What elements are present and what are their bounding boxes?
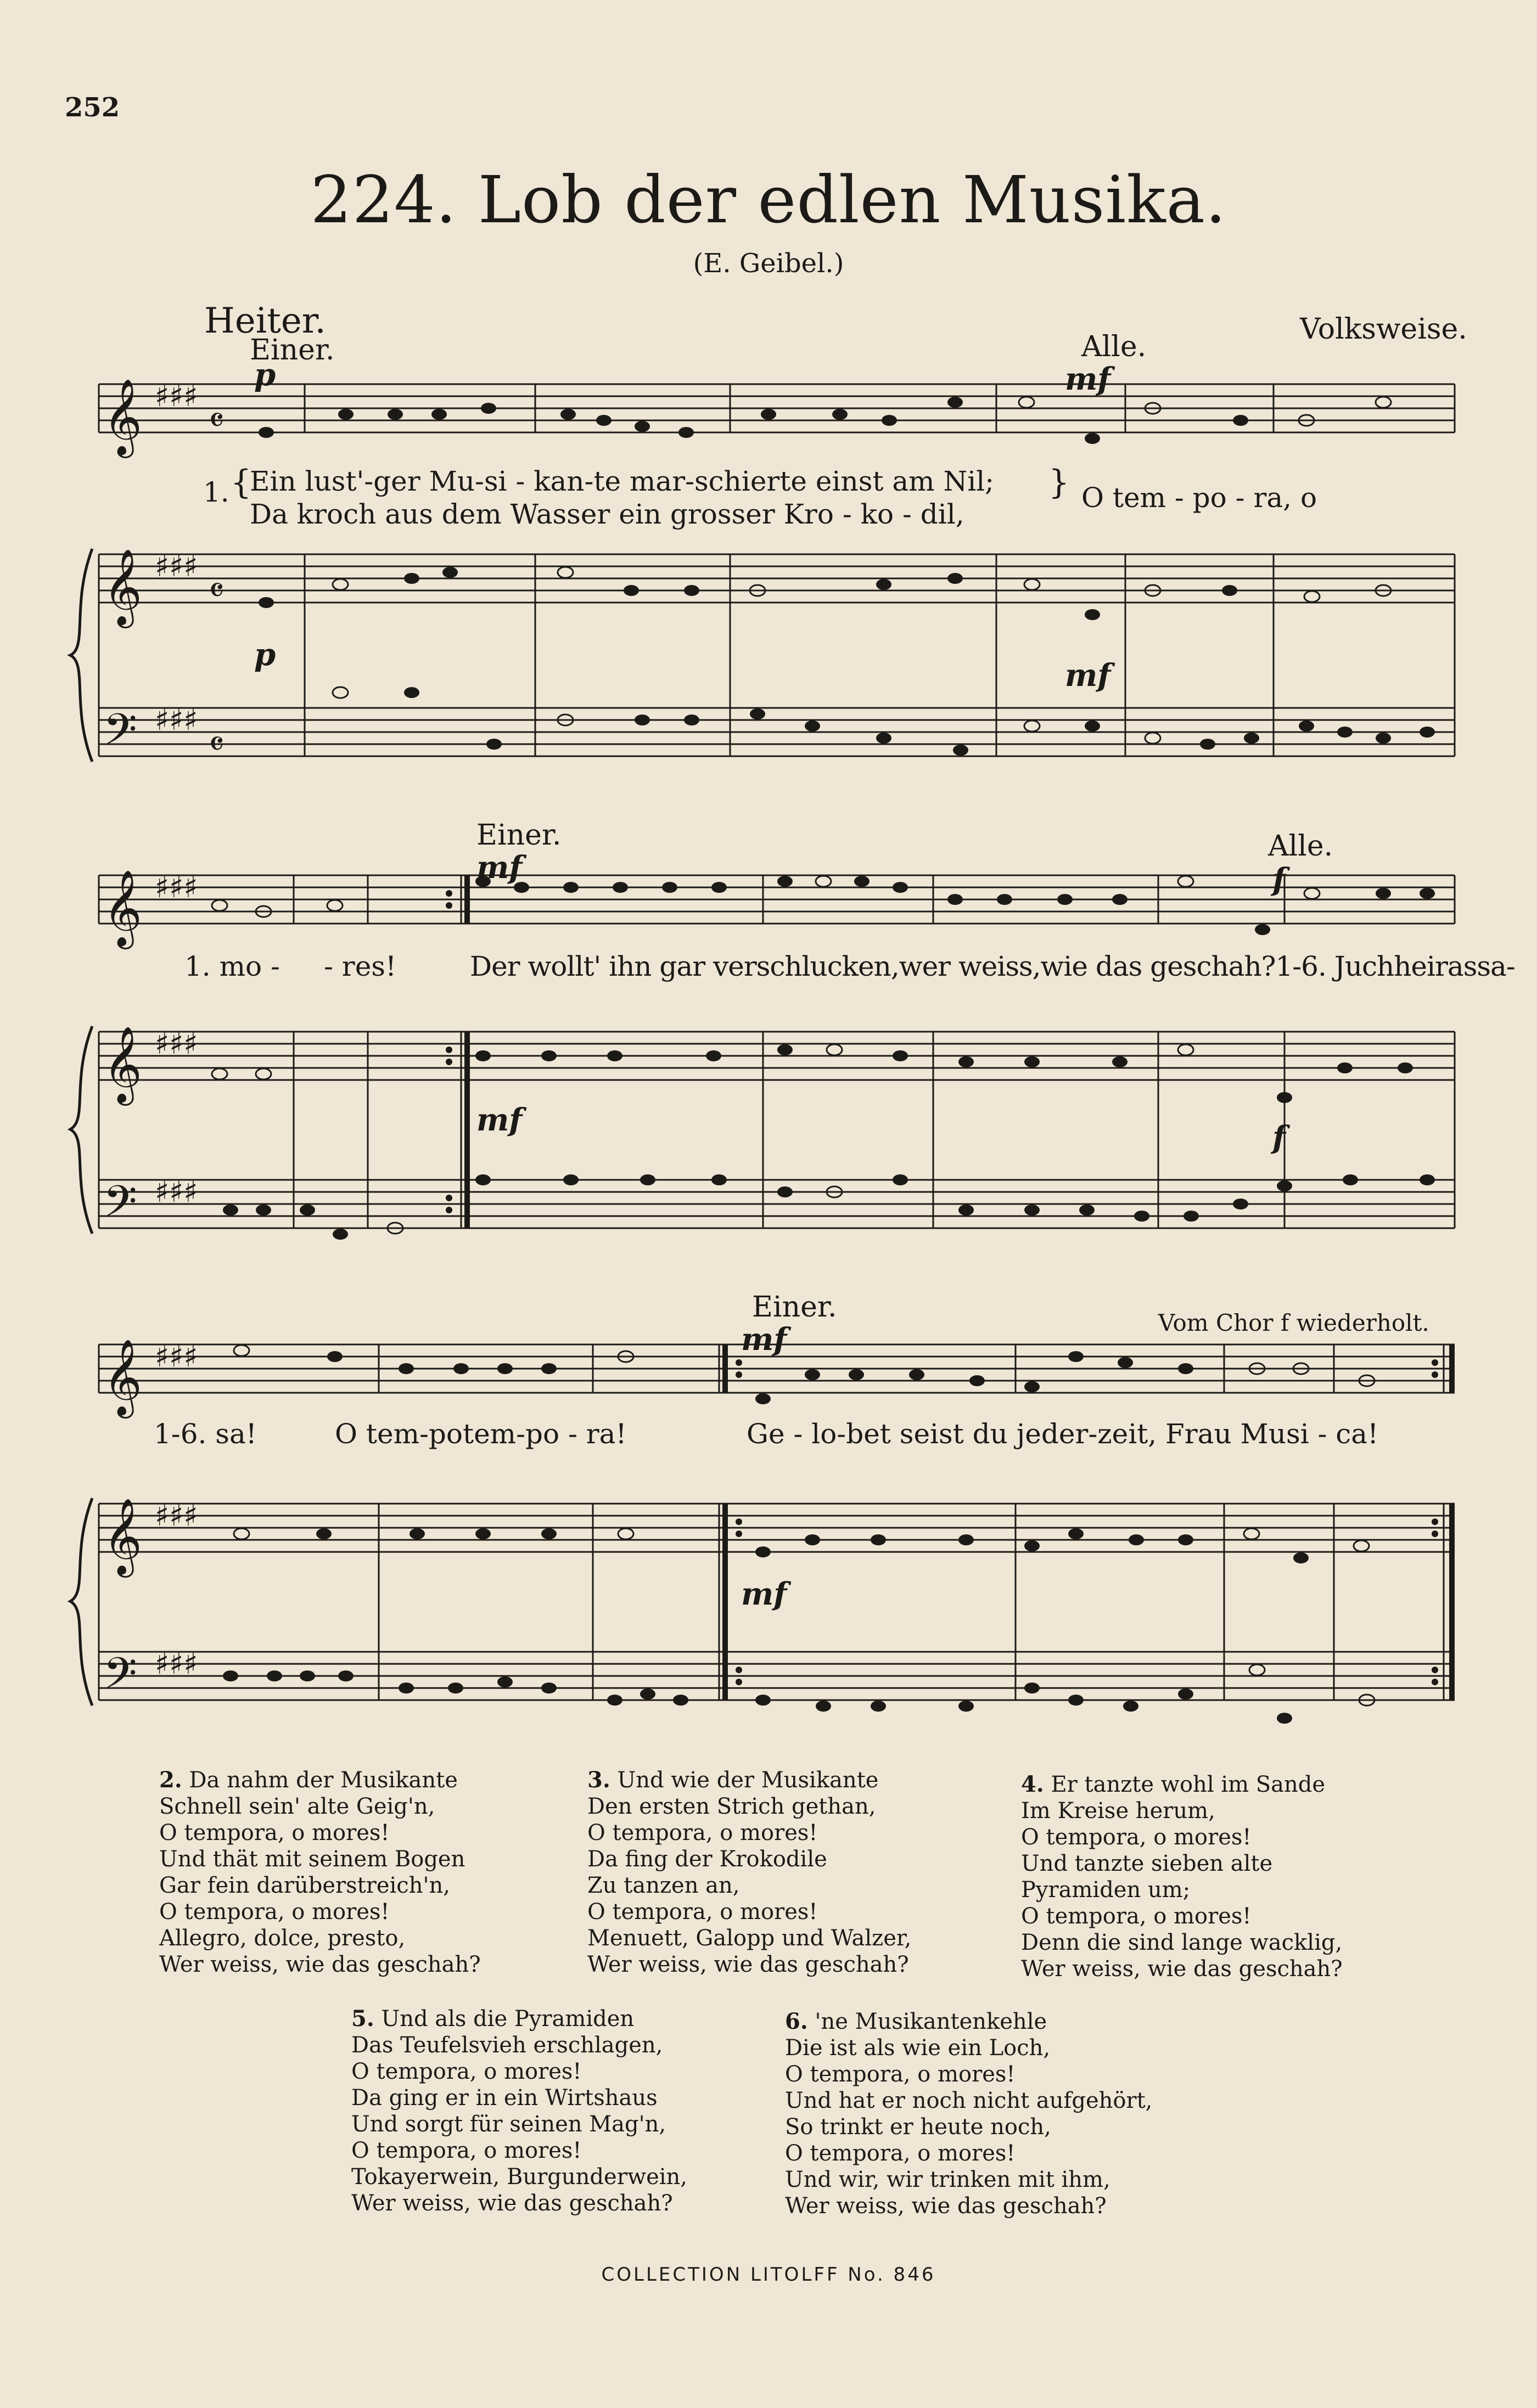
dynamic-forte: f [1272, 862, 1286, 898]
system-3-barlines [99, 1344, 1334, 1700]
stanza-line: Allegro, dolce, presto, [159, 1926, 406, 1951]
svg-text:𝄞: 𝄞 [103, 1026, 142, 1102]
system-1-piano-treble-staff [99, 554, 1455, 603]
svg-text:𝄞: 𝄞 [103, 379, 142, 455]
svg-text:𝄢: 𝄢 [103, 1176, 137, 1237]
stanza-4 [1021, 1771, 1343, 1982]
stanza-number: 2. [159, 1767, 182, 1793]
lyrics-line: 1. mo - [184, 950, 280, 982]
stanza-line: Wer weiss, wie das geschah? [351, 2191, 673, 2216]
stanza-line: Wer weiss, wie das geschah? [785, 2193, 1107, 2219]
svg-text:♯♯♯: ♯♯♯ [155, 1646, 198, 1681]
system-2-clefs-keys [103, 870, 198, 1237]
svg-text:♯♯♯: ♯♯♯ [155, 379, 198, 413]
stanza-line: Und hat er noch nicht aufgehört, [785, 2088, 1153, 2113]
stanza-line: Im Kreise herum, [1021, 1798, 1215, 1824]
system-3-repeat-signs [722, 1344, 1455, 1700]
stanza-line: Denn die sind lange wacklig, [1021, 1930, 1343, 1955]
svg-text:𝄴: 𝄴 [209, 724, 225, 765]
system-1-piano-bass-staff [99, 708, 1455, 756]
stanza-line: Pyramiden um; [1021, 1877, 1191, 1903]
stanza-line: Den ersten Strich gethan, [587, 1794, 876, 1819]
dynamic-mezzo-forte: mf [741, 1321, 787, 1358]
page-number: 252 [65, 92, 120, 123]
stanza-line: Die ist als wie ein Loch, [785, 2035, 1051, 2061]
tutti-marking: Alle. [1081, 330, 1147, 363]
stanza-line: Da nahm der Musikante [189, 1768, 458, 1793]
system-2-piano-treble-staff [99, 1032, 1455, 1080]
verse-brace-close: } [1048, 463, 1070, 502]
stanza-5 [351, 2006, 687, 2216]
stanza-line: Gar fein darüberstreich'n, [159, 1873, 450, 1898]
svg-text:𝄢: 𝄢 [103, 1648, 137, 1709]
dynamic-forte: f [1272, 1119, 1286, 1156]
stanza-line: O tempora, o mores! [587, 1899, 818, 1925]
lyrics-line: 1-6. sa! [154, 1418, 257, 1450]
stanza-line: Schnell sein' alte Geig'n, [159, 1794, 435, 1819]
stanza-line: O tempora, o mores! [785, 2141, 1016, 2166]
system-3-brace [70, 1498, 92, 1706]
system-1-brace [70, 549, 92, 762]
stanza-number: 4. [1021, 1771, 1044, 1797]
svg-text:𝄴: 𝄴 [209, 571, 225, 611]
system-2-brace [70, 1026, 92, 1234]
tempo-marking: Heiter. [204, 301, 326, 341]
stanza-line: Und tanzte sieben alte [1021, 1851, 1273, 1876]
svg-text:♯♯♯: ♯♯♯ [155, 870, 198, 904]
svg-text:♯♯♯: ♯♯♯ [155, 1174, 198, 1209]
verse-number: 1. [203, 476, 229, 508]
dynamic-piano: p [254, 357, 276, 393]
stanza-line: Da fing der Krokodile [587, 1847, 827, 1872]
verse-brace: { [231, 463, 252, 502]
system-1-barlines [99, 384, 1455, 756]
stanza-line: O tempora, o mores! [351, 2138, 582, 2163]
svg-text:♯♯♯: ♯♯♯ [155, 1339, 198, 1374]
stanza-6 [785, 2008, 1152, 2219]
system-2-notes [212, 876, 1435, 1240]
stanza-line: Er tanzte wohl im Sande [1051, 1772, 1326, 1797]
stanza-number: 3. [587, 1767, 610, 1793]
svg-text:𝄴: 𝄴 [209, 401, 225, 441]
tutti-marking: Alle. [1268, 830, 1333, 863]
solo-marking: Einer. [752, 1291, 837, 1324]
svg-text:𝄞: 𝄞 [103, 870, 142, 946]
lyrics-verse-1b: Da kroch aus dem Wasser ein grosser Kro - ko - dil, [250, 498, 964, 530]
system-1-piano-notes [259, 567, 1435, 756]
publisher-footer: COLLECTION LITOLFF No. 846 [601, 2264, 936, 2286]
stanza-line: Und wir, wir trinken mit ihm, [785, 2167, 1110, 2192]
system-2-barlines [99, 875, 1455, 1228]
source-credit: Volksweise. [1300, 313, 1467, 346]
stanza-line: 'ne Musikantenkehle [815, 2009, 1047, 2034]
lyrics-verse-1: Ein lust'-ger Mu-si - kan-te mar-schierte einst am Nil; [250, 465, 995, 497]
system-1-voice-staff [99, 384, 1455, 432]
stanza-line: Und sorgt für seinen Mag'n, [351, 2112, 666, 2137]
stanza-line: Und thät mit seinem Bogen [159, 1847, 465, 1872]
svg-text:𝄢: 𝄢 [103, 704, 137, 766]
svg-text:♯♯♯: ♯♯♯ [155, 1498, 198, 1533]
stanza-line: Tokayerwein, Burgunderwein, [351, 2164, 688, 2190]
dynamic-mezzo-forte: mf [741, 1576, 787, 1612]
stanza-line: Das Teufelsvieh erschlagen, [351, 2033, 663, 2058]
dynamic-mezzo-forte: mf [1065, 657, 1111, 694]
stanza-line: O tempora, o mores! [351, 2059, 582, 2084]
lyrics-refrain: O tem - po - ra, o [1081, 482, 1317, 514]
stanza-line: O tempora, o mores! [587, 1820, 818, 1846]
chorus-repeat-note: Vom Chor f wiederholt. [1158, 1309, 1429, 1336]
stanza-line: O tempora, o mores! [159, 1820, 390, 1846]
system-2-voice-staff [99, 875, 1455, 924]
poet-credit: (E. Geibel.) [693, 248, 844, 279]
svg-text:♯♯♯: ♯♯♯ [155, 702, 198, 737]
dynamic-piano: p [254, 637, 276, 673]
stanza-line: O tempora, o mores! [785, 2062, 1016, 2087]
svg-text:𝄞: 𝄞 [103, 1339, 142, 1415]
stanza-line: Menuett, Galopp und Walzer, [587, 1926, 912, 1951]
stanza-line: Da ging er in ein Wirtshaus [351, 2085, 658, 2111]
stanza-line: Zu tanzen an, [587, 1873, 740, 1898]
system-2-piano-bass-staff [99, 1180, 1455, 1228]
solo-marking: Einer. [250, 334, 335, 367]
stanza-line: Und wie der Musikante [617, 1768, 879, 1793]
song-title: 224. Lob der edlen Musika. [310, 162, 1227, 238]
stanza-2 [159, 1767, 481, 1978]
svg-text:𝄞: 𝄞 [103, 1498, 142, 1574]
solo-marking: Einer. [476, 819, 562, 852]
dynamic-mezzo-forte: mf [476, 1102, 523, 1138]
stanza-number: 6. [785, 2008, 808, 2034]
stanza-line: O tempora, o mores! [159, 1899, 390, 1925]
dynamic-mezzo-forte: mf [1065, 361, 1111, 397]
stanza-line: Wer weiss, wie das geschah? [1021, 1956, 1343, 1982]
stanza-3 [587, 1767, 911, 1978]
lyrics-line: Der wollt' ihn gar verschlucken,wer weiss,wie das geschah?1-6. Juchheirassa- [470, 950, 1515, 982]
stanza-line: Wer weiss, wie das geschah? [159, 1952, 481, 1977]
lyrics-line: Ge - lo-bet seist du jeder-zeit, Frau Musi - ca! [747, 1418, 1379, 1450]
lyrics-line: O tem-potem-po - ra! [335, 1418, 627, 1450]
dynamic-mezzo-forte: mf [476, 849, 523, 886]
stanza-line: So trinkt er heute noch, [785, 2114, 1051, 2140]
stanza-line: Und als die Pyramiden [381, 2006, 635, 2032]
svg-text:♯♯♯: ♯♯♯ [155, 1026, 198, 1061]
system-3-clefs-keys [103, 1339, 198, 1709]
stanza-line: Wer weiss, wie das geschah? [587, 1952, 909, 1977]
lyrics-line: - res! [324, 950, 397, 982]
svg-text:𝄞: 𝄞 [103, 549, 142, 625]
system-3-notes [223, 1345, 1375, 1724]
stanza-line: O tempora, o mores! [1021, 1825, 1252, 1850]
stanza-line: O tempora, o mores! [1021, 1904, 1252, 1929]
stanza-number: 5. [351, 2006, 374, 2032]
svg-text:♯♯♯: ♯♯♯ [155, 549, 198, 583]
system-2-repeat-sign [446, 875, 470, 1228]
